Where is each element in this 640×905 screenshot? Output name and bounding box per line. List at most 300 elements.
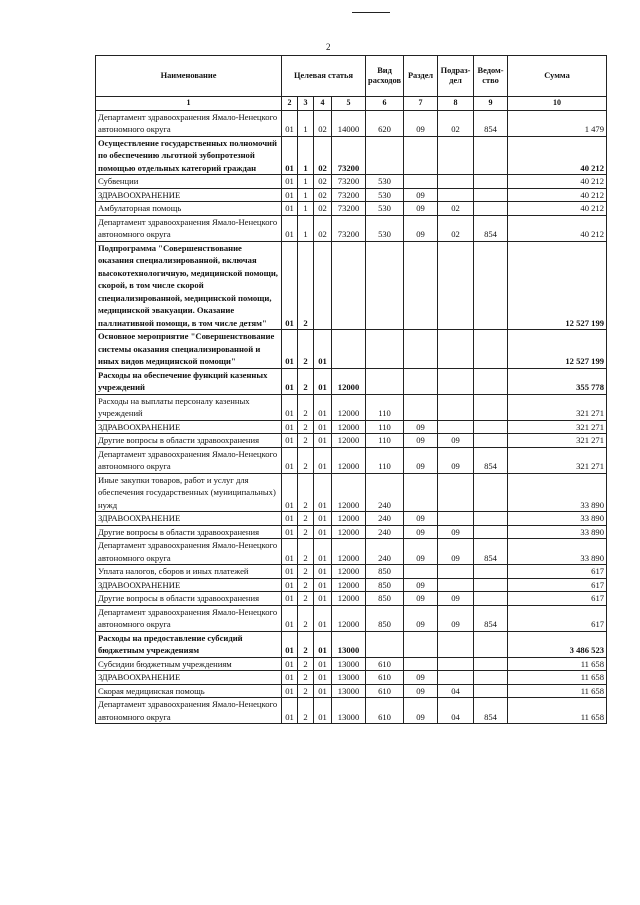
- header-section: Раздел: [404, 56, 438, 97]
- row-name: Основное мероприятие "Совершенствование системы оказания специализированной и иных видов медицинской помощи": [96, 330, 282, 369]
- cell-dept: [474, 368, 508, 394]
- cell-code-3: 01: [314, 368, 332, 394]
- cell-code-4: 12000: [332, 473, 366, 512]
- cell-dept: [474, 631, 508, 657]
- cell-subsection: 09: [438, 592, 474, 606]
- cell-code-1: 01: [282, 565, 298, 579]
- row-name: Департамент здравоохранения Ямало-Ненецкого автономного округа: [96, 605, 282, 631]
- cell-section: 09: [404, 110, 438, 136]
- cell-section: 09: [404, 671, 438, 685]
- cell-dept: [474, 420, 508, 434]
- table-row: [96, 110, 607, 136]
- cell-code-1: 01: [282, 698, 298, 724]
- cell-dept: [474, 525, 508, 539]
- cell-dept: [474, 592, 508, 606]
- cell-code-4: [332, 241, 366, 330]
- cell-sum: 617: [508, 605, 607, 631]
- cell-subsection: 09: [438, 434, 474, 448]
- cell-exp-type: [366, 631, 404, 657]
- row-name: Расходы на предоставление субсидий бюджетным учреждениям: [96, 631, 282, 657]
- cell-section: 09: [404, 420, 438, 434]
- table-row: [96, 698, 607, 724]
- cell-section: 09: [404, 215, 438, 241]
- col-number: 10: [508, 97, 607, 111]
- cell-subsection: [438, 175, 474, 189]
- cell-code-3: 01: [314, 539, 332, 565]
- cell-sum: 321 271: [508, 434, 607, 448]
- cell-sum: 617: [508, 578, 607, 592]
- cell-subsection: 02: [438, 110, 474, 136]
- cell-exp-type: 610: [366, 657, 404, 671]
- cell-code-2: 2: [298, 420, 314, 434]
- cell-section: [404, 330, 438, 369]
- col-number: 9: [474, 97, 508, 111]
- cell-sum: 33 890: [508, 539, 607, 565]
- cell-code-4: 12000: [332, 420, 366, 434]
- cell-sum: 33 890: [508, 525, 607, 539]
- row-name: Подпрограмма "Совершенствование оказания специализированной, включая высокотехнологичную, медицинской помощи, скорой, в том числе скорой специализированной, медицинской помощи, медицинской эвакуации. Оказание паллиативной помощи, в том числе детям": [96, 241, 282, 330]
- cell-subsection: [438, 136, 474, 175]
- cell-sum: 321 271: [508, 394, 607, 420]
- cell-section: [404, 657, 438, 671]
- cell-sum: 355 778: [508, 368, 607, 394]
- cell-sum: 1 479: [508, 110, 607, 136]
- cell-code-1: 01: [282, 671, 298, 685]
- cell-subsection: [438, 565, 474, 579]
- cell-section: 09: [404, 188, 438, 202]
- cell-exp-type: 110: [366, 447, 404, 473]
- cell-code-3: 01: [314, 684, 332, 698]
- cell-code-4: 12000: [332, 394, 366, 420]
- cell-code-3: 02: [314, 202, 332, 216]
- cell-dept: 854: [474, 447, 508, 473]
- cell-code-4: 13000: [332, 657, 366, 671]
- cell-code-3: 01: [314, 657, 332, 671]
- cell-code-4: 14000: [332, 110, 366, 136]
- cell-exp-type: 530: [366, 188, 404, 202]
- table-row: [96, 671, 607, 685]
- cell-section: [404, 175, 438, 189]
- row-name: ЗДРАВООХРАНЕНИЕ: [96, 420, 282, 434]
- cell-sum: 40 212: [508, 202, 607, 216]
- cell-section: [404, 631, 438, 657]
- cell-section: 09: [404, 512, 438, 526]
- table-row: [96, 434, 607, 448]
- row-name: Осуществление государственных полномочий по обеспечению льготной зубопротезной помощью отдельных категорий граждан: [96, 136, 282, 175]
- cell-code-1: 01: [282, 657, 298, 671]
- cell-dept: 854: [474, 698, 508, 724]
- row-name: Департамент здравоохранения Ямало-Ненецкого автономного округа: [96, 539, 282, 565]
- cell-sum: 3 486 523: [508, 631, 607, 657]
- cell-code-3: 01: [314, 631, 332, 657]
- cell-exp-type: 110: [366, 420, 404, 434]
- cell-code-2: 2: [298, 539, 314, 565]
- header-exp-type: Вид расходов: [366, 56, 404, 97]
- cell-subsection: [438, 241, 474, 330]
- cell-code-1: 01: [282, 631, 298, 657]
- row-name: ЗДРАВООХРАНЕНИЕ: [96, 671, 282, 685]
- cell-code-3: 01: [314, 671, 332, 685]
- cell-section: 09: [404, 578, 438, 592]
- row-name: Скорая медицинская помощь: [96, 684, 282, 698]
- cell-subsection: 09: [438, 525, 474, 539]
- row-name: Субсидии бюджетным учреждениям: [96, 657, 282, 671]
- cell-code-3: 01: [314, 698, 332, 724]
- cell-code-2: 2: [298, 684, 314, 698]
- cell-exp-type: 850: [366, 578, 404, 592]
- cell-sum: 40 212: [508, 175, 607, 189]
- cell-code-2: 1: [298, 188, 314, 202]
- cell-dept: [474, 188, 508, 202]
- cell-subsection: [438, 512, 474, 526]
- row-name: Расходы на выплаты персоналу казенных учреждений: [96, 394, 282, 420]
- cell-code-1: 01: [282, 539, 298, 565]
- table-row: [96, 215, 607, 241]
- cell-code-4: 12000: [332, 447, 366, 473]
- cell-code-2: 2: [298, 657, 314, 671]
- cell-section: 09: [404, 525, 438, 539]
- cell-exp-type: 530: [366, 215, 404, 241]
- column-number-row: [96, 97, 607, 111]
- cell-code-1: 01: [282, 684, 298, 698]
- cell-code-2: 2: [298, 241, 314, 330]
- cell-code-2: 2: [298, 473, 314, 512]
- cell-code-4: 12000: [332, 368, 366, 394]
- cell-code-4: 73200: [332, 175, 366, 189]
- cell-sum: 321 271: [508, 420, 607, 434]
- cell-code-1: 01: [282, 420, 298, 434]
- cell-dept: 854: [474, 215, 508, 241]
- table-row: [96, 202, 607, 216]
- row-name: Иные закупки товаров, работ и услуг для обеспечения государственных (муниципальных) нужд: [96, 473, 282, 512]
- cell-code-4: 12000: [332, 592, 366, 606]
- cell-section: 09: [404, 447, 438, 473]
- cell-code-2: 2: [298, 698, 314, 724]
- cell-exp-type: 850: [366, 592, 404, 606]
- cell-code-4: 13000: [332, 671, 366, 685]
- row-name: Другие вопросы в области здравоохранения: [96, 525, 282, 539]
- col-number: 7: [404, 97, 438, 111]
- cell-code-3: 01: [314, 605, 332, 631]
- cell-section: 09: [404, 539, 438, 565]
- cell-code-3: 02: [314, 215, 332, 241]
- cell-code-1: 01: [282, 110, 298, 136]
- cell-code-3: 01: [314, 512, 332, 526]
- row-name: Другие вопросы в области здравоохранения: [96, 434, 282, 448]
- cell-dept: [474, 175, 508, 189]
- cell-code-3: 01: [314, 473, 332, 512]
- header-target: Целевая статья: [282, 56, 366, 97]
- cell-code-2: 2: [298, 565, 314, 579]
- cell-code-3: 01: [314, 330, 332, 369]
- cell-code-3: 01: [314, 394, 332, 420]
- cell-subsection: [438, 420, 474, 434]
- cell-code-2: 1: [298, 215, 314, 241]
- table-row: [96, 330, 607, 369]
- cell-code-3: 01: [314, 525, 332, 539]
- cell-section: [404, 565, 438, 579]
- top-rule: [352, 12, 390, 13]
- cell-code-2: 2: [298, 368, 314, 394]
- col-number: 1: [96, 97, 282, 111]
- cell-code-4: 13000: [332, 698, 366, 724]
- cell-dept: [474, 512, 508, 526]
- cell-sum: 12 527 199: [508, 330, 607, 369]
- cell-exp-type: 610: [366, 698, 404, 724]
- cell-code-1: 01: [282, 394, 298, 420]
- cell-code-4: 12000: [332, 434, 366, 448]
- cell-code-1: 01: [282, 241, 298, 330]
- cell-code-4: 12000: [332, 539, 366, 565]
- cell-dept: 854: [474, 605, 508, 631]
- cell-dept: [474, 434, 508, 448]
- cell-section: 09: [404, 605, 438, 631]
- cell-exp-type: [366, 368, 404, 394]
- cell-exp-type: 850: [366, 565, 404, 579]
- cell-subsection: [438, 473, 474, 512]
- cell-code-1: 01: [282, 330, 298, 369]
- table-row: [96, 605, 607, 631]
- cell-subsection: 04: [438, 684, 474, 698]
- cell-exp-type: 850: [366, 605, 404, 631]
- cell-code-3: 01: [314, 420, 332, 434]
- cell-exp-type: 240: [366, 473, 404, 512]
- cell-section: 09: [404, 202, 438, 216]
- header-dept: Ведом-ство: [474, 56, 508, 97]
- cell-section: 09: [404, 698, 438, 724]
- cell-code-2: 2: [298, 434, 314, 448]
- col-number: 2: [282, 97, 298, 111]
- col-number: 6: [366, 97, 404, 111]
- cell-dept: [474, 473, 508, 512]
- cell-code-4: [332, 330, 366, 369]
- cell-sum: 33 890: [508, 473, 607, 512]
- row-name: Департамент здравоохранения Ямало-Ненецкого автономного округа: [96, 447, 282, 473]
- header-sum: Сумма: [508, 56, 607, 97]
- cell-section: [404, 394, 438, 420]
- cell-code-1: 01: [282, 175, 298, 189]
- cell-code-2: 2: [298, 631, 314, 657]
- table-row: [96, 525, 607, 539]
- cell-dept: [474, 136, 508, 175]
- cell-exp-type: 240: [366, 525, 404, 539]
- table-row: [96, 578, 607, 592]
- cell-code-4: 12000: [332, 565, 366, 579]
- cell-section: 09: [404, 684, 438, 698]
- cell-subsection: 09: [438, 605, 474, 631]
- cell-code-1: 01: [282, 188, 298, 202]
- cell-code-1: 01: [282, 202, 298, 216]
- cell-code-1: 01: [282, 434, 298, 448]
- cell-code-2: 1: [298, 175, 314, 189]
- table-row: [96, 241, 607, 330]
- cell-sum: 40 212: [508, 188, 607, 202]
- cell-subsection: [438, 368, 474, 394]
- cell-code-1: 01: [282, 578, 298, 592]
- cell-code-1: 01: [282, 525, 298, 539]
- row-name: ЗДРАВООХРАНЕНИЕ: [96, 188, 282, 202]
- cell-sum: 40 212: [508, 215, 607, 241]
- cell-exp-type: 110: [366, 434, 404, 448]
- header-subsection: Подраз-дел: [438, 56, 474, 97]
- cell-exp-type: [366, 330, 404, 369]
- cell-sum: 11 658: [508, 671, 607, 685]
- cell-sum: 12 527 199: [508, 241, 607, 330]
- table-row: [96, 657, 607, 671]
- table-row: [96, 136, 607, 175]
- cell-exp-type: [366, 241, 404, 330]
- cell-section: [404, 473, 438, 512]
- table-row: [96, 188, 607, 202]
- cell-code-4: 12000: [332, 525, 366, 539]
- header-name: Наименование: [96, 56, 282, 97]
- cell-sum: 11 658: [508, 698, 607, 724]
- cell-sum: 321 271: [508, 447, 607, 473]
- cell-code-2: 2: [298, 447, 314, 473]
- cell-code-2: 2: [298, 671, 314, 685]
- cell-dept: 854: [474, 110, 508, 136]
- table-row: [96, 175, 607, 189]
- cell-code-3: 01: [314, 578, 332, 592]
- cell-dept: [474, 565, 508, 579]
- row-name: Департамент здравоохранения Ямало-Ненецкого автономного округа: [96, 110, 282, 136]
- cell-subsection: [438, 631, 474, 657]
- cell-code-1: 01: [282, 592, 298, 606]
- cell-dept: [474, 241, 508, 330]
- col-number: 3: [298, 97, 314, 111]
- cell-exp-type: 240: [366, 539, 404, 565]
- cell-code-1: 01: [282, 473, 298, 512]
- cell-dept: [474, 578, 508, 592]
- row-name: Департамент здравоохранения Ямало-Ненецкого автономного округа: [96, 215, 282, 241]
- cell-exp-type: 110: [366, 394, 404, 420]
- cell-subsection: [438, 330, 474, 369]
- cell-dept: 854: [474, 539, 508, 565]
- cell-exp-type: 530: [366, 202, 404, 216]
- cell-subsection: [438, 578, 474, 592]
- table-row: [96, 631, 607, 657]
- cell-sum: 33 890: [508, 512, 607, 526]
- cell-sum: 617: [508, 592, 607, 606]
- cell-subsection: 09: [438, 447, 474, 473]
- cell-sum: 617: [508, 565, 607, 579]
- cell-code-3: 02: [314, 110, 332, 136]
- cell-code-1: 01: [282, 605, 298, 631]
- cell-code-3: 01: [314, 565, 332, 579]
- cell-exp-type: 240: [366, 512, 404, 526]
- table-row: [96, 394, 607, 420]
- cell-dept: [474, 202, 508, 216]
- cell-code-2: 2: [298, 592, 314, 606]
- col-number: 5: [332, 97, 366, 111]
- table-row: [96, 473, 607, 512]
- cell-code-3: 02: [314, 188, 332, 202]
- cell-subsection: 09: [438, 539, 474, 565]
- row-name: Расходы на обеспечение функций казенных учреждений: [96, 368, 282, 394]
- row-name: Департамент здравоохранения Ямало-Ненецкого автономного округа: [96, 698, 282, 724]
- cell-code-4: 12000: [332, 512, 366, 526]
- cell-code-2: 2: [298, 578, 314, 592]
- cell-code-1: 01: [282, 136, 298, 175]
- cell-code-2: 1: [298, 202, 314, 216]
- cell-exp-type: [366, 136, 404, 175]
- row-name: ЗДРАВООХРАНЕНИЕ: [96, 578, 282, 592]
- cell-dept: [474, 657, 508, 671]
- cell-code-3: 02: [314, 175, 332, 189]
- table-row: [96, 447, 607, 473]
- cell-code-1: 01: [282, 512, 298, 526]
- cell-dept: [474, 330, 508, 369]
- table-row: [96, 565, 607, 579]
- cell-code-4: 12000: [332, 605, 366, 631]
- cell-code-4: 13000: [332, 684, 366, 698]
- table-row: [96, 368, 607, 394]
- cell-section: [404, 136, 438, 175]
- cell-sum: 11 658: [508, 657, 607, 671]
- cell-code-3: 01: [314, 434, 332, 448]
- cell-exp-type: 620: [366, 110, 404, 136]
- cell-code-3: 02: [314, 136, 332, 175]
- cell-code-2: 2: [298, 605, 314, 631]
- table-row: [96, 684, 607, 698]
- cell-code-1: 01: [282, 215, 298, 241]
- cell-code-3: 01: [314, 592, 332, 606]
- cell-subsection: [438, 671, 474, 685]
- budget-table: [95, 55, 607, 724]
- row-name: Субвенции: [96, 175, 282, 189]
- cell-code-4: 13000: [332, 631, 366, 657]
- cell-code-2: 2: [298, 394, 314, 420]
- cell-code-1: 01: [282, 447, 298, 473]
- cell-subsection: 02: [438, 202, 474, 216]
- cell-subsection: [438, 657, 474, 671]
- cell-section: [404, 368, 438, 394]
- cell-code-4: 73200: [332, 202, 366, 216]
- row-name: Амбулаторная помощь: [96, 202, 282, 216]
- page-number: 2: [326, 42, 331, 52]
- row-name: Уплата налогов, сборов и иных платежей: [96, 565, 282, 579]
- table-row: [96, 592, 607, 606]
- cell-code-1: 01: [282, 368, 298, 394]
- cell-sum: 11 658: [508, 684, 607, 698]
- cell-exp-type: 530: [366, 175, 404, 189]
- col-number: 4: [314, 97, 332, 111]
- cell-code-2: 2: [298, 512, 314, 526]
- cell-dept: [474, 671, 508, 685]
- cell-sum: 40 212: [508, 136, 607, 175]
- cell-code-4: 73200: [332, 215, 366, 241]
- col-number: 8: [438, 97, 474, 111]
- cell-subsection: [438, 394, 474, 420]
- cell-dept: [474, 394, 508, 420]
- cell-code-4: 12000: [332, 578, 366, 592]
- cell-code-3: [314, 241, 332, 330]
- cell-subsection: 04: [438, 698, 474, 724]
- cell-code-2: 2: [298, 330, 314, 369]
- cell-section: 09: [404, 434, 438, 448]
- cell-code-2: 1: [298, 136, 314, 175]
- cell-code-2: 1: [298, 110, 314, 136]
- cell-code-4: 73200: [332, 188, 366, 202]
- cell-code-4: 73200: [332, 136, 366, 175]
- cell-dept: [474, 684, 508, 698]
- table-row: [96, 512, 607, 526]
- cell-exp-type: 610: [366, 684, 404, 698]
- cell-subsection: 02: [438, 215, 474, 241]
- cell-subsection: [438, 188, 474, 202]
- table-row: [96, 539, 607, 565]
- cell-exp-type: 610: [366, 671, 404, 685]
